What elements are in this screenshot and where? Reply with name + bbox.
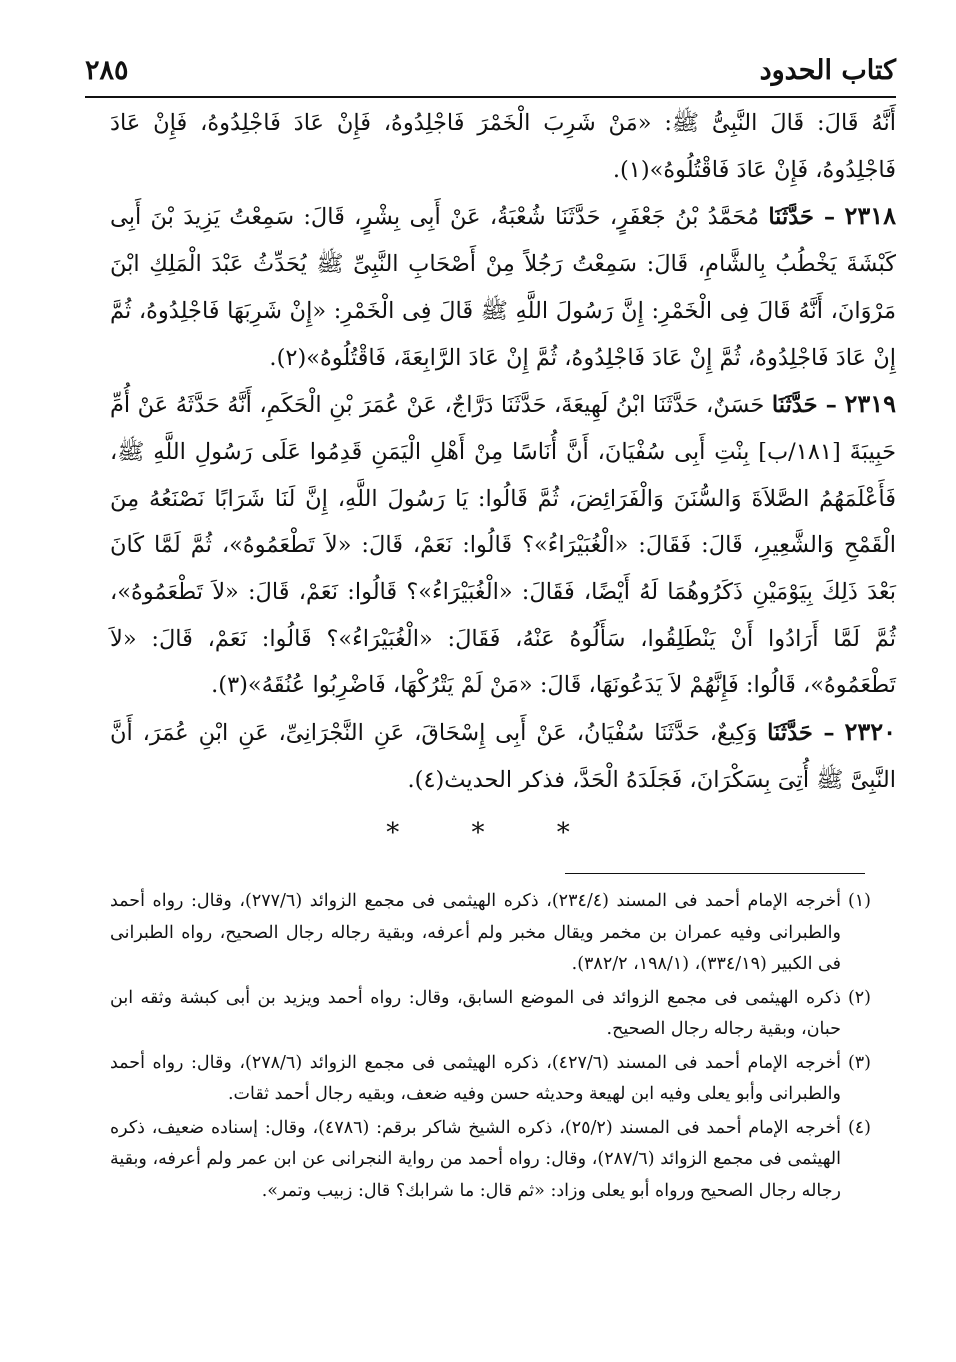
footnote	[110, 1048, 871, 1111]
chapter-title: كتاب الحدود	[759, 54, 896, 86]
hadith-lead: – حَدَّثَنَا	[768, 204, 836, 231]
paragraph-text: مُحَمَّدُ بْنُ جَعْفَرٍ، حَدَّثَنَا شُعْبَةُ، عَنْ أَبِى بِشْرٍ، قَالَ: سَمِعْتُ يَزِيدَ بْنَ أَبِى كَبْشَةَ يَخْطُبُ بِالشَّامِ، قَالَ: سَمِعْتُ رَجُلاً مِنْ أَصْحَابِ النَّبِىِّ ﷺ يُحَدِّثُ عَبْدَ الْمَلِكِ ابْنَ مَرْوَانَ، أَنَّهُ قَالَ فِى الْخَمْرِ: إِنَّ رَسُولَ اللَّهِ ﷺ قَالَ فِى الْخَمْرِ: «إِنْ شَرِبَهَا فَاجْلِدُوهُ، ثُمَّ إِنْ عَادَ فَاجْلِدُوهُ، ثُمَّ إِنْ عَادَ فَاجْلِدُوهُ، ثُمَّ إِنْ عَادَ الرَّابِعَةَ، فَاقْتُلُوهُ»(٢).	[110, 204, 896, 371]
footnote	[110, 1113, 871, 1208]
hadith-number: ٢٣٢٠	[844, 717, 896, 747]
footnote-text: أخرجه الإمام أحمد فى المسند (٢٣٤/٤)، ذكره الهيثمى فى مجمع الزوائد (٢٧٧/٦)، وقال: رواه أحمد والطبرانى وفيه عمران بن مخمر ويقال مخبر ولم أعرفه، وبقية رجاله رجال الصحيح، رواه الطبرانى فى الكبير (٣٣٤/١٩)، (١٩٨/١، ٣٨٢/٢).	[110, 891, 841, 974]
hadith-paragraph	[110, 193, 896, 381]
footnote-text: ذكره الهيثمى فى مجمع الزوائد فى الموضع السابق، وقال: رواه أحمد ويزيد بن أبى كبشة وثقه ابن حبان، وبقية رجاله رجال الصحيح.	[110, 987, 841, 1039]
paragraph-text: وَكِيعٌ، حَدَّثَنَا سُفْيَانُ، عَنْ أَبِى إِسْحَاقَ، عَنِ النَّجْرَانِىِّ، عَنِ ابْنِ عُمَرَ، أَنَّ النَّبِىَّ ﷺ أُتِىَ بِسَكْرَانَ، فَجَلَدَهُ الْحَدَّ، فذكر الحديث(٤).	[110, 720, 896, 793]
hadith-paragraph	[110, 381, 896, 709]
section-separator: * * *	[386, 818, 602, 848]
hadith-text	[110, 100, 896, 804]
footnote-divider	[565, 873, 865, 874]
footnote-marker: (٤)	[847, 1117, 871, 1138]
page-header	[85, 44, 896, 98]
footnote	[110, 886, 871, 981]
footnotes	[110, 886, 871, 1209]
hadith-number: ٢٣١٩	[844, 389, 896, 419]
hadith-paragraph-continuation	[110, 100, 896, 193]
page-number: ٢٨٥	[85, 54, 129, 86]
paragraph-text: أَنَّهُ قَالَ: قَالَ النَّبِىُّ ﷺ: «مَنْ شَرِبَ الْخَمْرَ فَاجْلِدُوهُ، فَإِنْ عَادَ فَاجْلِدُوهُ، فَإِنْ عَادَ فَاجْلِدُوهُ، فَإِنْ عَادَ فَاقْتُلُوهُ»(١).	[110, 110, 896, 183]
footnote-text: أخرجه الإمام أحمد فى المسند (٢٥/٢)، ذكره الشيخ شاكر برقم: (٤٧٨٦)، وقال: إسناده ضعيف، ذكره الهيثمى فى مجمع الزوائد (٢٨٧/٦)، وقال: رواه أحمد من رواية النجرانى عن ابن عمر ولم أعرفه، وبقية رجاله رجال الصحيح ورواه أبو يعلى وزاد: «ثم قال: ما شرابك؟ قال: زبيب وتمر».	[110, 1117, 841, 1201]
hadith-number: ٢٣١٨	[844, 201, 897, 231]
hadith-lead: – حَدَّثَنَا	[771, 392, 837, 419]
footnote-marker: (١)	[847, 891, 871, 911]
footnote-text: أخرجه الإمام أحمد فى المسند (٤٢٧/٦)، ذكره الهيثمى فى مجمع الزوائد (٢٧٨/٦)، وقال: رواه أحمد والطبرانى وأبو يعلى وفيه ابن لهيعة وحديثه حسن وفيه ضعف، وبقيه رجال أحمد ثقات.	[110, 1052, 841, 1104]
footnote-marker: (٣)	[847, 1052, 871, 1073]
footnote	[110, 983, 871, 1046]
paragraph-text: حَسَنٌ، حَدَّثَنَا ابْنُ لَهِيعَةَ، حَدَّثَنَا دَرَّاجٌ، عَنْ عُمَرَ بْنِ الْحَكَمِ، أَنَّهُ حَدَّثَهُ عَنْ أُمِّ حَبِيبَةَ [١٨١/ب] بِنْتِ أَبِى سُفْيَانَ، أَنَّ أُنَاسًا مِنْ أَهْلِ الْيَمَنِ قَدِمُوا عَلَى رَسُولِ اللَّهِ ﷺ، فَأَعْلَمَهُمُ الصَّلاَةَ وَالسُّنَنَ وَالْفَرَائِضَ، ثُمَّ قَالُوا: يَا رَسُولَ اللَّهِ، إِنَّ لَنَا شَرَابًا نَصْنَعُهُ مِنَ الْقَمْحِ وَالشَّعِيرِ، قَالَ: فَقَالَ: «الْغُبَيْرَاءُ»؟ قَالُوا: نَعَمْ، قَالَ: «لاَ تَطْعَمُوهُ»، ثُمَّ لَمَّا كَانَ بَعْدَ ذَلِكَ بِيَوْمَيْنِ ذَكَرُوهُمَا لَهُ أَيْضًا، فَقَالَ: «الْغُبَيْرَاءُ»؟ قَالُوا: نَعَمْ، قَالَ: «لاَ تَطْعَمُوهُ»، ثُمَّ لَمَّا أَرَادُوا أَنْ يَنْطَلِقُوا، سَأَلُوهُ عَنْهُ، فَقَالَ: «الْغُبَيْرَاءُ»؟ قَالُوا: نَعَمْ، قَالَ: «لاَ تَطْعَمُوهُ»، قَالُوا: فَإِنَّهُمْ لاَ يَدَعُونَهَا، قَالَ: «مَنْ لَمْ يَتْرُكْهَا، فَاضْرِبُوا عُنُقَهُ»(٣).	[110, 392, 896, 699]
hadith-paragraph	[110, 709, 896, 803]
hadith-lead: – حَدَّثَنَا	[767, 720, 835, 747]
footnote-marker: (٢)	[847, 987, 871, 1008]
